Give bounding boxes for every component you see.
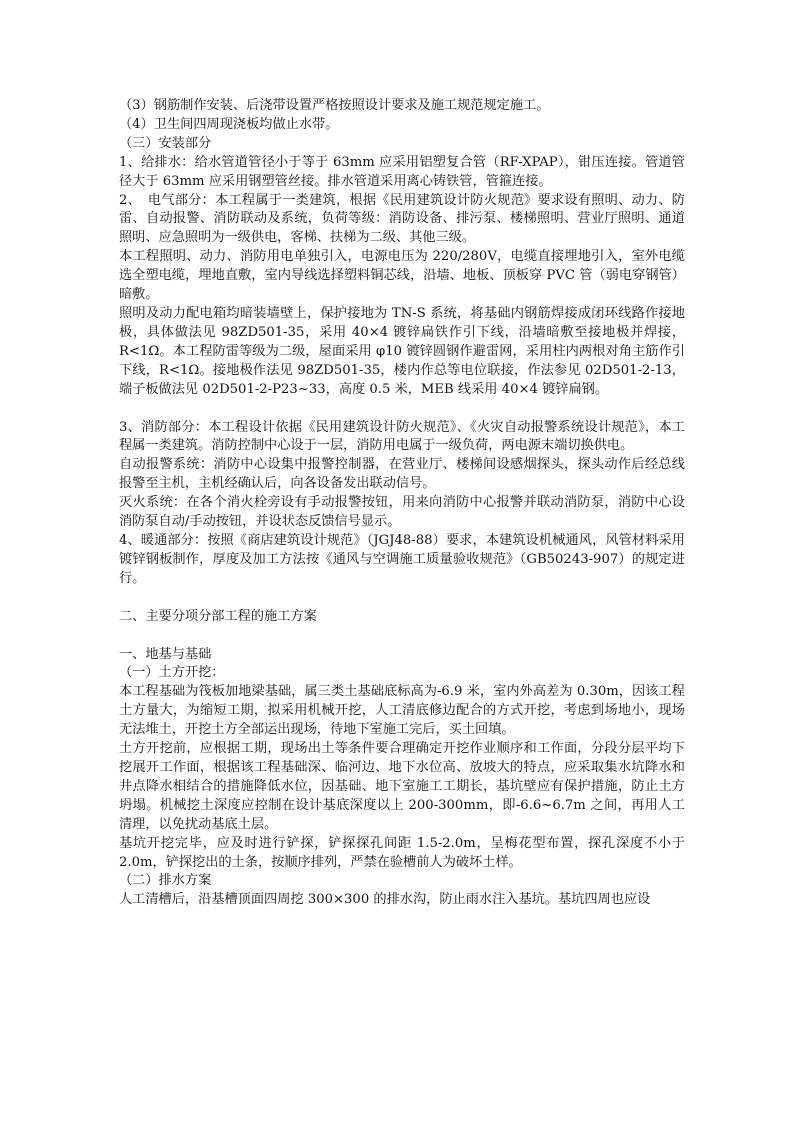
- section-heading-construction-plan: 二、主要分项分部工程的施工方案: [119, 608, 317, 624]
- paragraph-plumbing: 1、给排水：给水管道管径小于等于 63mm 应采用铝塑复合管（RF-XPAP），钳压连接。管道管径大于 63mm 应采用钢塑管丝接。排水管道采用离心铸铁管，管箍连接。: [119, 154, 685, 189]
- heading-excavation: （一）土方开挖：: [119, 665, 225, 681]
- document-body: [119, 97, 685, 910]
- blank-line: [119, 627, 685, 646]
- paragraph-hvac: 4、暖通部分：按照《商店建筑设计规范》（JGJ48-88）要求，本建筑设机械通风，风管材料采用镀锌钢板制作，厚度及加工方法按《通风与空调施工质量验收规范》（GB50243-907）的规定进行。: [119, 532, 685, 586]
- paragraph-grounding: 照明及动力配电箱均暗装墙壁上，保护接地为 TN-S 系统，将基础内钢筋焊接成闭环线路作接地极，具体做法见 98ZD501-35，采用 40×4 镀锌扁铁作引下线，沿墙暗敷至接地极并焊接，R<1Ω。本工程防雷等级为二级，屋面采用 φ10 镀锌圆钢作避雷网，采用柱内两根对角主筋作引下线，R<1Ω。接地极作法见 98ZD501-35，楼内作总等电位联接，作法参见 02D501-2-13，端子板做法见 02D501-2-P23~33，高度 0.5 米，MEB 线采用 40×4 镀锌扁钢。: [119, 305, 685, 397]
- paragraph-excavation-sequence: 土方开挖前，应根据工期，现场出土等条件要合理确定开挖作业顺序和工作面，分段分层平均下挖展开工作面，根据该工程基础深、临河边、地下水位高、放坡大的特点，应采取集水坑降水和井点降水相结合的措施降低水位，因基础、地下室施工工期长，基坑壁应有保护措施，防止土方坍塌。机械挖土深度应控制在设计基底深度以上 200-300mm，即-6.6~6.7m 之间，再用人工清理，以免扰动基底土层。: [119, 741, 685, 832]
- paragraph-drainage: 人工清槽后，沿基槽顶面四周挖 300×300 的排水沟，防止雨水注入基坑。基坑四周也应设: [119, 892, 651, 908]
- heading-drainage: （二）排水方案: [119, 873, 212, 889]
- paragraph-excavation-method: 本工程基础为筏板加地梁基础，属三类土基础底标高为-6.9 米，室内外高差为 0.30m，因该工程土方量大，为缩短工期，拟采用机械开挖，人工清底修边配合的方式开挖，考虑到场地小，现场无法堆土，开挖土方全部运出现场，待地下室施工完后，买土回填。: [119, 684, 685, 738]
- paragraph-extinguishing-system: 灭火系统：在各个消火栓旁设有手动报警按钮，用来向消防中心报警并联动消防泵，消防中心设消防泵自动/手动按钮，并设状态反馈信号显示。: [119, 495, 685, 530]
- blank-line: [119, 400, 685, 419]
- heading-installation: （三）安装部分: [119, 135, 212, 151]
- blank-line: [119, 589, 685, 608]
- paragraph-power-supply: 本工程照明、动力、消防用电单独引入，电源电压为 220/280V，电缆直接埋地引入，室外电缆选全塑电缆，埋地直敷，室内导线选择塑料铜芯线，沿墙、地板、顶板穿 PVC 管（弱电穿钢管）暗敷。: [119, 249, 685, 303]
- paragraph-probing: 基坑开挖完毕，应及时进行铲探，铲探探孔间距 1.5-2.0m，呈梅花型布置，探孔深度不小于 2.0m，铲探挖出的土条，按顺序排列，严禁在验槽前人为破坏土样。: [119, 835, 685, 870]
- paragraph-fire-protection: 3、消防部分：本工程设计依据《民用建筑设计防火规范》、《火灾自动报警系统设计规范》，本工程属一类建筑。消防控制中心设于一层，消防用电属于一级负荷，两电源末端切换供电。: [119, 419, 685, 454]
- paragraph-electrical: 2、 电气部分：本工程属于一类建筑，根据《民用建筑设计防火规范》要求设有照明、动力、防雷、自动报警、消防联动及系统，负荷等级：消防设备、排污泵、楼梯照明、营业厅照明、通道照明、应急照明为一级供电，客梯、扶梯为二级、其他三级。: [119, 192, 685, 246]
- heading-foundation: 一、地基与基础: [119, 646, 212, 662]
- paragraph-rebar: （3）钢筋制作安装、后浇带设置严格按照设计要求及施工规范规定施工。: [119, 98, 550, 113]
- paragraph-waterstop: （4）卫生间四周现浇板均做止水带。: [119, 116, 339, 132]
- paragraph-alarm-system: 自动报警系统：消防中心设集中报警控制器，在营业厅、楼梯间设感烟探头，探头动作后经总线报警至主机，主机经确认后，向各设备发出联动信号。: [119, 457, 685, 492]
